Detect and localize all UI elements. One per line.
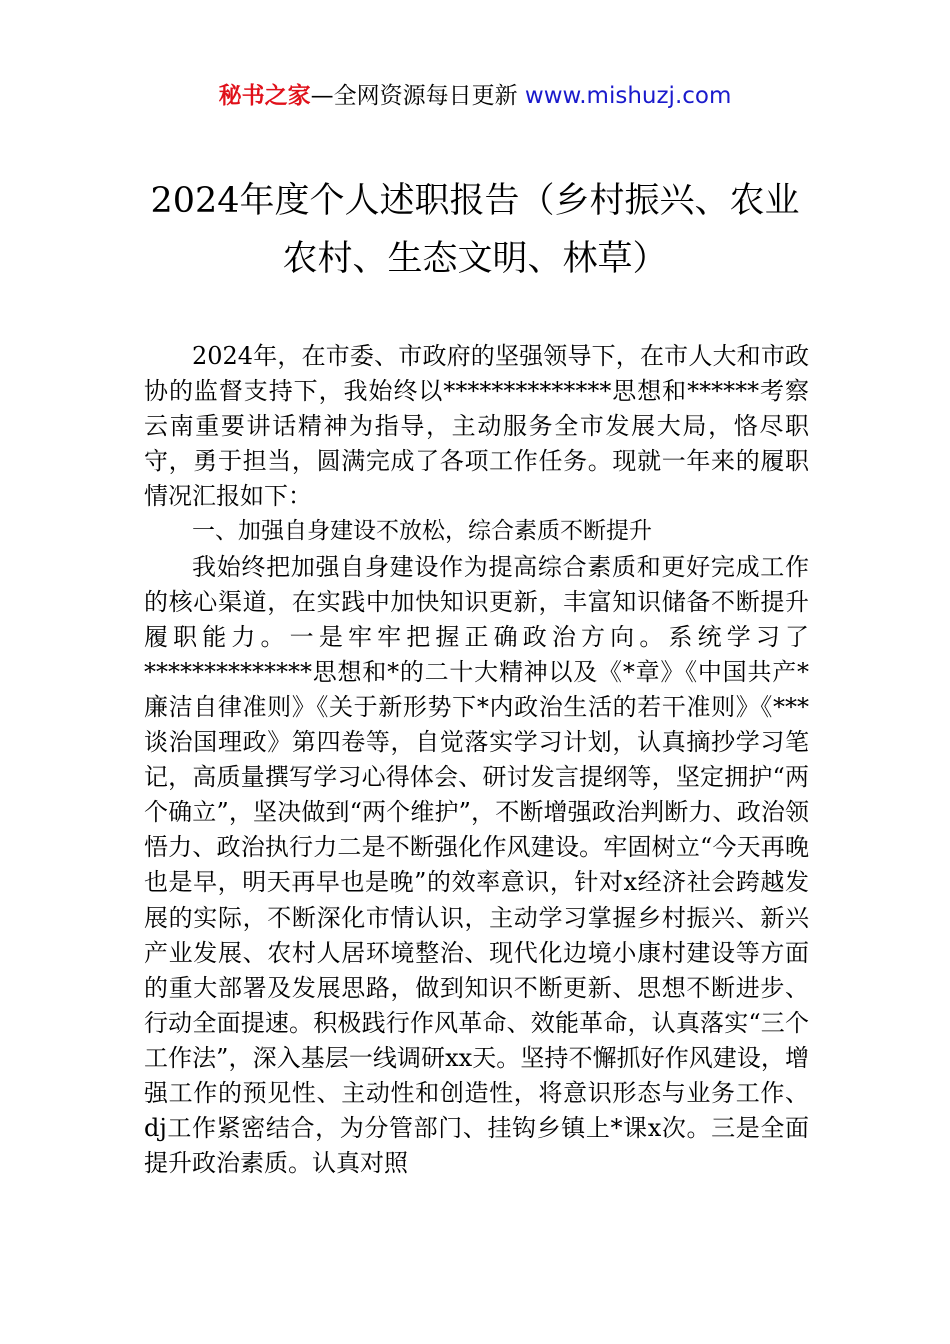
document-body [144,339,809,1181]
intro-paragraph: 2024年，在市委、市政府的坚强领导下，在市人大和市政协的监督支持下，我始终以**************思想和******考察云南重要讲话精神为指导，主动服务全市发展大局，恪尽职守，勇于担当，圆满完成了各项工作任务。现就一年来的履职情况汇报如下： [144,342,809,511]
section-heading: 一、加强自身建设不放松，综合素质不断提升 [192,518,652,545]
site-tagline: —全网资源每日更新 [310,83,518,109]
body-paragraph: 我始终把加强自身建设作为提高综合素质和更好完成工作的核心渠道，在实践中加快知识更新，丰富知识储备不断提升履职能力。一是牢牢把握正确政治方向。系统学习了**************思想和*的二十大精神以及《*章》《中国共产*廉洁自律准则》《关于新形势下*内政治生活的若干准则》《***谈治国理政》第四卷等，自觉落实学习计划，认真摘抄学习笔记，高质量撰写学习心得体会、研讨发言提纲等，坚定拥护“两个确立”，坚决做到“两个维护”，不断增强政治判断力、政治领悟力、政治执行力二是不断强化作风建设。牢固树立“今天再晚也是早，明天再早也是晚”的效率意识，针对x经济社会跨越发展的实际，不断深化市情认识，主动学习掌握乡村振兴、新兴产业发展、农村人居环境整治、现代化边境小康村建设等方面的重大部署及发展思路，做到知识不断更新、思想不断进步、行动全面提速。积极践行作风革命、效能革命，认真落实“三个工作法”，深入基层一线调研xx天。坚持不懈抓好作风建设，增强工作的预见性、主动性和创造性，将意识形态与业务工作、dj工作紧密结合，为分管部门、挂钩乡镇上*课x次。三是全面提升政治素质。认真对照 [144,552,809,1178]
site-brand: 秘书之家 [218,83,311,109]
document-title: 2024年度个人述职报告（乡村振兴、农业农村、生态文明、林草） [150,181,800,279]
site-url-link[interactable]: www.mishuzj.com [524,83,732,109]
site-header [0,80,950,112]
